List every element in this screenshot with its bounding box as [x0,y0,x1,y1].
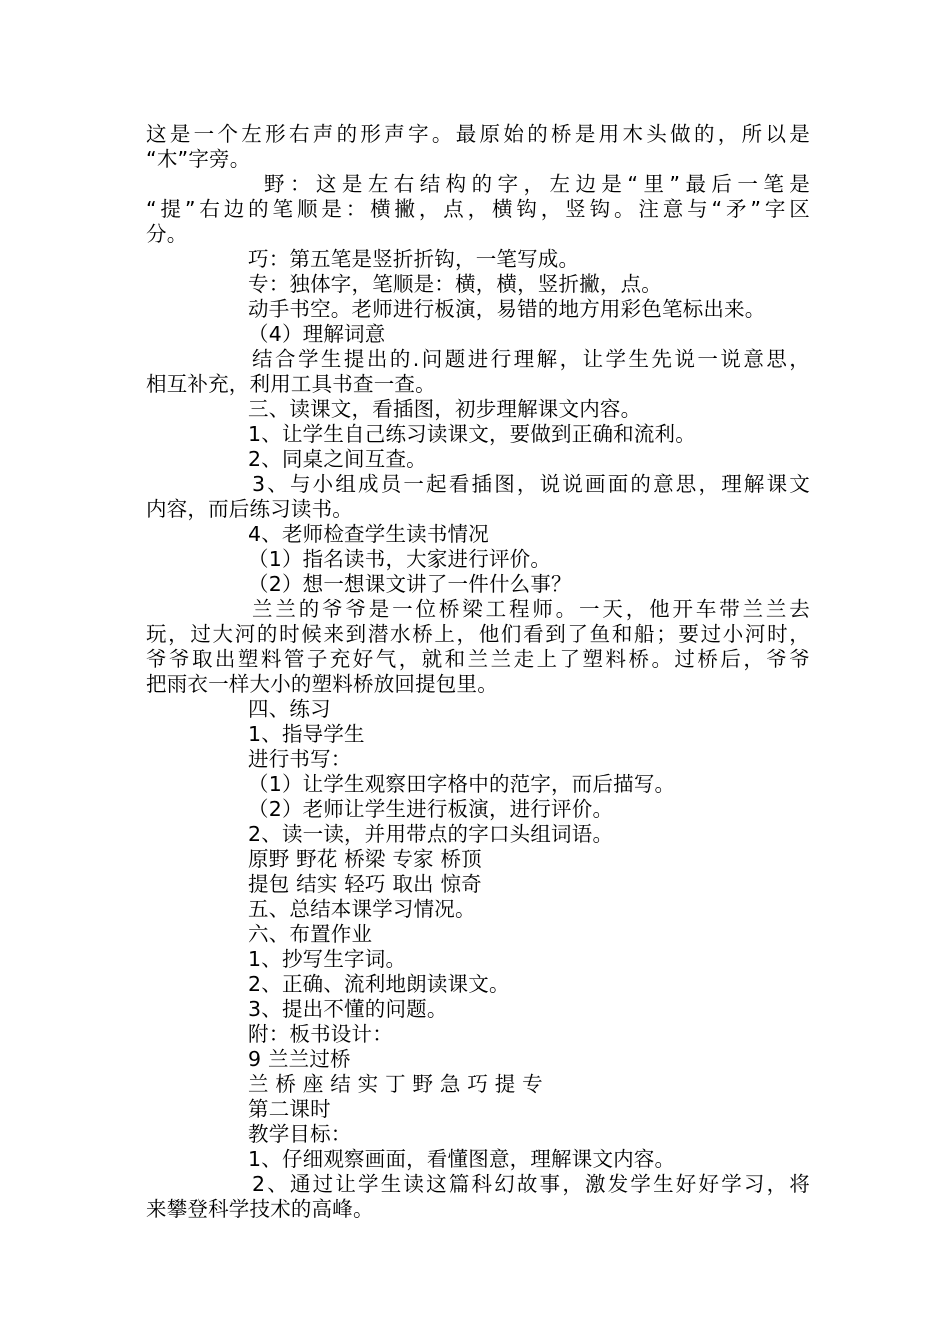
text-line: 动手书空。老师进行板演，易错的地方用彩色笔标出来。 [248,297,766,321]
text-line: 五、总结本课学习情况。 [248,897,476,921]
document-body [146,122,810,1222]
text-line: 1、抄写生字词。 [248,947,407,971]
text-line: 这是一个左形右声的形声字。最原始的桥是用木头做的，所以是 [146,122,810,146]
text-line: 1、指导学生 [248,722,365,746]
board-characters: 兰 桥 座 结 实 丁 野 急 巧 提 专 [248,1072,543,1096]
text-line: 六、布置作业 [248,922,373,946]
text-line: 三、读课文，看插图，初步理解课文内容。 [248,397,642,421]
text-line: 1、让学生自己练习读课文，要做到正确和流利。 [248,422,696,446]
text-line: 分。 [146,222,188,246]
text-line: 结合学生提出的.问题进行理解，让学生先说一说意思， [252,347,810,371]
text-line: 2、同桌之间互查。 [248,447,427,471]
word-list-line: 原野 野花 桥梁 专家 桥顶 [248,847,482,871]
section-heading: 第二课时 [248,1097,331,1121]
text-line: 3、与小组成员一起看插图，说说画面的意思，理解课文 [252,472,810,496]
text-line: （1）让学生观察田字格中的范字，而后描写。 [248,772,676,796]
board-title: 9 兰兰过桥 [248,1047,351,1071]
text-line: 3、提出不懂的问题。 [248,997,448,1021]
text-line: 兰兰的爷爷是一位桥梁工程师。一天，他开车带兰兰去 [252,597,810,621]
text-line: 爷爷取出塑料管子充好气，就和兰兰走上了塑料桥。过桥后，爷爷 [146,647,810,671]
text-line: 巧：第五笔是竖折折钩，一笔写成。 [248,247,580,271]
text-line: 4、老师检查学生读书情况 [248,522,489,546]
text-line: 2、正确、流利地朗读课文。 [248,972,510,996]
text-line: 专：独体字，笔顺是：横，横，竖折撇，点。 [248,272,662,296]
text-line: 来攀登科学技术的高峰。 [146,1197,374,1221]
text-line: （2）老师让学生进行板演，进行评价。 [248,797,614,821]
word-list-line: 提包 结实 轻巧 取出 惊奇 [248,872,482,896]
text-line: “提”右边的笔顺是：横撇，点，横钩，竖钩。注意与“矛”字区 [146,197,810,221]
text-line: 内容，而后练习读书。 [146,497,353,521]
text-line: （4）理解词意 [248,322,386,346]
text-line: （2）想一想课文讲了一件什么事？ [248,572,572,596]
text-line: 附：板书设计： [248,1022,393,1046]
text-line: 把雨衣一样大小的塑料桥放回提包里。 [146,672,498,696]
text-line: 进行书写： [248,747,352,771]
text-line: 2、通过让学生读这篇科幻故事，激发学生好好学习，将 [252,1172,810,1196]
text-line: 玩，过大河的时候来到潜水桥上，他们看到了鱼和船；要过小河时， [146,622,810,646]
text-line: 野：这是左右结构的字，左边是“里”最后一笔是 [264,172,810,196]
text-line: 相互补充，利用工具书查一查。 [146,372,436,396]
text-line: “木”字旁。 [146,147,251,171]
text-line: 教学目标： [248,1122,352,1146]
text-line: 四、练习 [248,697,331,721]
text-line: 2、读一读，并用带点的字口头组词语。 [248,822,614,846]
text-line: 1、仔细观察画面，看懂图意，理解课文内容。 [248,1147,676,1171]
text-line: （1）指名读书，大家进行评价。 [248,547,552,571]
